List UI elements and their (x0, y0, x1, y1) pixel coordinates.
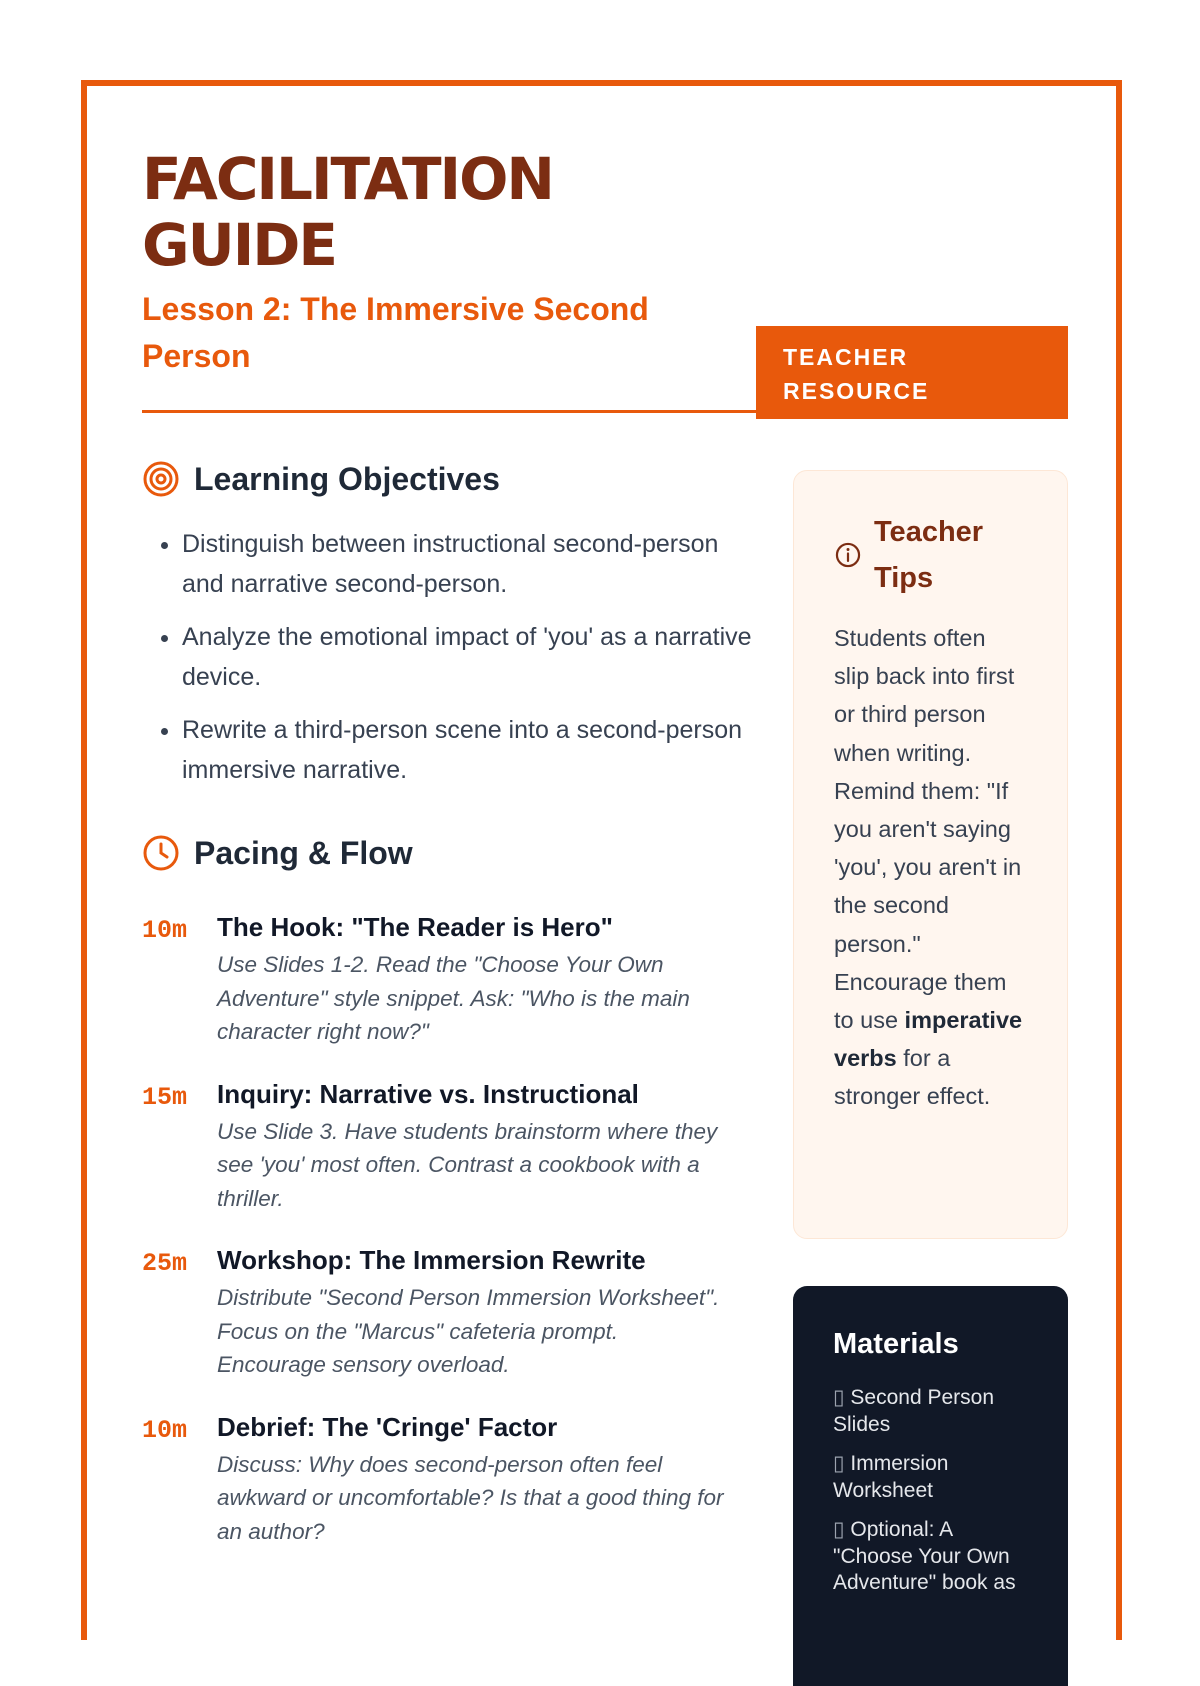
step-description: Use Slide 3. Have students brainstorm where they see 'you' most often. Contrast a cookbook with a thriller. (217, 1118, 718, 1211)
list-item: • Analyze the emotional impact of 'you' as a narrative device. (182, 617, 752, 697)
step-duration: 10m (142, 1415, 188, 1445)
list-item: • Distinguish between instructional second-person and narrative second-person. (182, 524, 752, 604)
materials-bullet: ▯ (833, 1518, 845, 1541)
pacing-section (142, 834, 752, 1548)
pacing-step (142, 1077, 752, 1216)
objectives-title: Learning Objectives (194, 460, 500, 497)
pacing-step (142, 1243, 752, 1382)
step-duration: 15m (142, 1082, 188, 1112)
list-item: • Rewrite a third-person scene into a second-person immersive narrative. (182, 710, 752, 790)
teacher-tips-card (793, 470, 1068, 1239)
clock-icon (142, 834, 180, 872)
info-icon (834, 541, 862, 569)
tips-emphasis: imperative verbs (834, 1007, 1023, 1072)
materials-item-label: Optional: A "Choose Your Own Adventure" book as (833, 1518, 1016, 1594)
tips-text-part: Students often slip back into first or third person when writing. Remind them: "If you aren't saying 'you', you aren't in the second person." Encourage them to use (834, 625, 1022, 1034)
tips-title: Teacher Tips (874, 516, 984, 594)
materials-item (833, 1385, 1028, 1438)
objectives-list (142, 524, 752, 790)
step-title: Inquiry: Narrative vs. Instructional (217, 1078, 639, 1109)
target-icon (142, 460, 180, 498)
materials-card (793, 1286, 1068, 1686)
step-title: Workshop: The Immersion Rewrite (217, 1245, 646, 1275)
pacing-step (142, 1410, 752, 1549)
tips-heading (834, 509, 1027, 601)
pacing-heading (142, 834, 752, 872)
step-title: The Hook: "The Reader is Hero" (217, 912, 613, 942)
header (142, 145, 1068, 404)
tips-text (834, 619, 1027, 1116)
page-title: FACILITATION GUIDE (142, 145, 553, 279)
step-title: Debrief: The 'Cringe' Factor (217, 1411, 558, 1442)
lesson-subtitle: Lesson 2: The Immersive Second Person (142, 291, 649, 374)
header-divider (142, 410, 1068, 413)
step-description: Use Slides 1-2. Read the "Choose Your Own Adventure" style snippet. Ask: "Who is the main character right now?" (217, 952, 690, 1044)
objectives-heading (142, 460, 752, 498)
teacher-resource-badge: TEACHER RESOURCE (756, 326, 1068, 419)
materials-item (833, 1451, 1028, 1504)
step-description: Discuss: Why does second-person often feel awkward or uncomfortable? Is that a good thing for an author? (217, 1451, 724, 1544)
pacing-step (142, 910, 752, 1049)
materials-bullet: ▯ (833, 1386, 845, 1409)
materials-bullet: ▯ (833, 1452, 845, 1475)
materials-item-label: Immersion Worksheet (833, 1452, 949, 1502)
main-column (142, 460, 752, 1548)
step-duration: 25m (142, 1249, 188, 1278)
materials-title: Materials (833, 1328, 959, 1360)
tips-text-part: for a stronger effect. (834, 1045, 991, 1110)
materials-item-label: Second Person Slides (833, 1386, 995, 1436)
pacing-title: Pacing & Flow (194, 834, 413, 871)
guide-card (81, 80, 1122, 1640)
step-description: Distribute "Second Person Immersion Worksheet". Focus on the "Marcus" cafeteria prompt. Encourage sensory overload. (217, 1285, 720, 1377)
step-duration: 10m (142, 916, 188, 945)
materials-item (833, 1517, 1028, 1597)
